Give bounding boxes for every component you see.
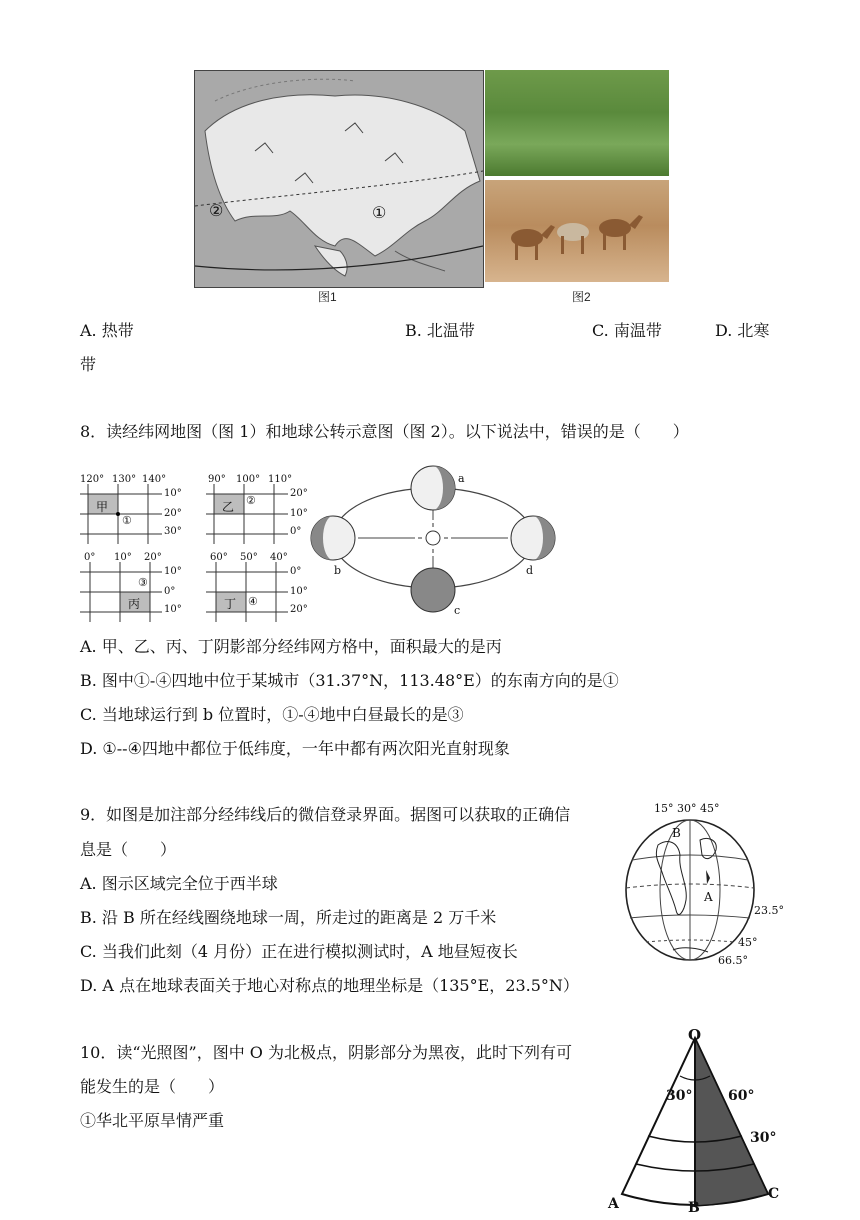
camel-desert-photo (485, 180, 669, 282)
map-marker-1: ① (372, 203, 387, 222)
grid-bing-lat-3: 10° (164, 604, 182, 615)
grid-jia-lat-3: 30° (164, 526, 182, 537)
q10-stem-line2: 能发生的是（ ） (80, 1077, 225, 1096)
orbit-label-d: d (526, 564, 534, 577)
figure-2-label: 图2 (572, 290, 591, 304)
grid-jia (80, 474, 190, 536)
grid-bing-cell: 丙 (128, 597, 141, 611)
figure-1-label: 图1 (318, 290, 337, 304)
orbit-label-b: b (334, 564, 342, 577)
q9-option-d: D. A 点在地球表面关于地心对称点的地理坐标是（135°E，23.5°N） (80, 976, 579, 995)
grid-jia-cell: 甲 (96, 500, 109, 514)
q7-option-b: B. 北温带 (405, 321, 475, 340)
grid-yi-lat-2: 10° (290, 508, 308, 519)
q9-option-c: C. 当我们此刻（4 月份）正在进行模拟测试时，A 地昼短夜长 (80, 942, 518, 961)
wechat-globe-figure (618, 800, 788, 970)
grid-yi (206, 474, 316, 536)
grid-jia-lat-2: 20° (164, 508, 182, 519)
grid-ding (206, 552, 316, 614)
grid-yi-lat-3: 0° (290, 526, 302, 537)
point-a: A (608, 1196, 619, 1212)
globe-point-b: B (672, 826, 681, 840)
camel-caravan-drawing (485, 180, 669, 282)
grid-ding-lat-3: 20° (290, 604, 308, 615)
illumination-diagram (600, 1026, 790, 1216)
grid-yi-cell: 乙 (222, 500, 235, 514)
globe-point-a: A (704, 890, 713, 904)
lat-60-label: 60° (728, 1088, 755, 1104)
q10-stem-line1: 10．读“光照图”，图中 O 为北极点，阴影部分为黑夜，此时下列有可 (80, 1043, 573, 1062)
q8-option-d: D. ①--④四地中都位于低纬度，一年中都有两次阳光直射现象 (80, 739, 510, 758)
q9-stem-line2: 息是（ ） (80, 840, 177, 859)
grid-jia-lon-1: 120° (80, 474, 105, 485)
grid-bing-lat-2: 0° (164, 586, 176, 597)
grid-bing-lon-1: 0° (84, 552, 96, 563)
grid-bing-lat-1: 10° (164, 566, 182, 577)
q10-item-1: ①华北平原旱情严重 (80, 1111, 225, 1130)
grid-ding-lon-3: 40° (270, 552, 288, 563)
grid-yi-lat-1: 20° (290, 488, 308, 499)
grid-jia-lon-3: 140° (142, 474, 167, 485)
grid-bing-lon-2: 10° (114, 552, 132, 563)
point-o: O (688, 1026, 702, 1044)
forest-photo (485, 70, 669, 176)
lat-30-label: 30° (750, 1130, 777, 1146)
point-c: C (768, 1186, 780, 1202)
q8-option-a: A. 甲、乙、丙、丁阴影部分经纬网方格中，面积最大的是丙 (80, 637, 502, 656)
globe-lat-23-5: 23.5° (754, 904, 784, 917)
globe-top-longitudes: 15° 30° 45° (654, 802, 720, 815)
grid-ding-lat-2: 10° (290, 586, 308, 597)
q8-option-b: B. 图中①-④四地中位于某城市（31.37°N，113.48°E）的东南方向的是① (80, 671, 619, 690)
orbit-label-c: c (454, 604, 461, 617)
q7-option-c: C. 南温带 (592, 321, 662, 340)
q9-option-a: A. 图示区域完全位于西半球 (80, 874, 278, 893)
angle-30-label: 30° (666, 1088, 693, 1104)
globe-lat-66-5: 66.5° (718, 954, 748, 967)
grid-yi-lon-3: 110° (268, 474, 293, 485)
q9-option-b: B. 沿 B 所在经线圈绕地球一周，所走过的距离是 2 万千米 (80, 908, 497, 927)
asia-map-drawing (195, 71, 483, 287)
grid-ding-lat-1: 0° (290, 566, 302, 577)
grid-yi-marker: ② (246, 494, 256, 507)
grid-yi-lon-1: 90° (208, 474, 226, 485)
globe-lat-45: 45° (738, 936, 758, 949)
orbit-label-a: a (458, 472, 465, 485)
q8-stem: 8．读经纬网地图（图 1）和地球公转示意图（图 2）。以下说法中，错误的是（ ） (80, 422, 689, 441)
grid-bing (80, 552, 190, 614)
grid-jia-lat-1: 10° (164, 488, 182, 499)
grid-ding-lon-2: 50° (240, 552, 258, 563)
grid-ding-lon-1: 60° (210, 552, 228, 563)
point-b: B (688, 1200, 700, 1216)
asia-map-figure (194, 70, 484, 288)
grid-yi-lon-2: 100° (236, 474, 261, 485)
q8-option-c: C. 当地球运行到 b 位置时，①-④地中白昼最长的是③ (80, 705, 464, 724)
grid-bing-lon-3: 20° (144, 552, 162, 563)
q7-option-d-wrap: 带 (80, 355, 97, 374)
grid-jia-marker: ① (122, 514, 132, 527)
grid-bing-marker: ③ (138, 576, 148, 589)
earth-orbit-diagram (308, 460, 558, 620)
grid-ding-marker: ④ (248, 595, 258, 608)
grid-ding-cell: 丁 (224, 597, 237, 611)
q7-option-a: A. 热带 (80, 321, 134, 340)
q7-option-d: D. 北寒 (715, 321, 770, 340)
map-marker-2: ② (209, 201, 224, 220)
q9-stem-line1: 9．如图是加注部分经纬线后的微信登录界面。据图可以获取的正确信 (80, 805, 571, 824)
grid-jia-lon-2: 130° (112, 474, 137, 485)
